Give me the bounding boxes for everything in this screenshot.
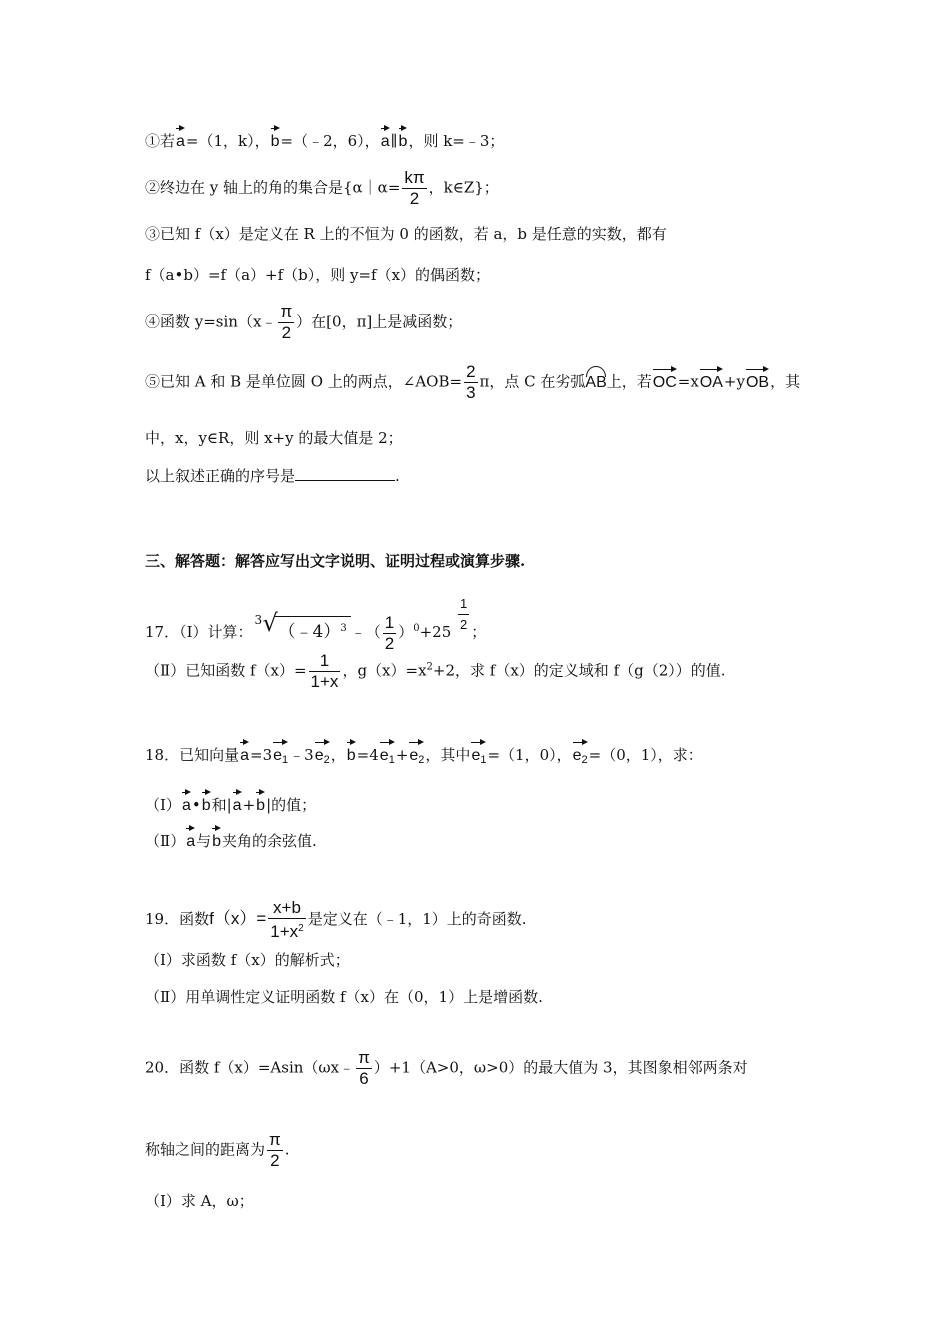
statement-1-text: ，则 k=﹣3；: [408, 132, 505, 150]
fraction-2-over-3: [464, 362, 477, 403]
vector-e2: [573, 740, 588, 770]
vector-b: b: [271, 126, 280, 152]
statement-4-prefix: ④函数 y=sin（x﹣: [145, 312, 277, 331]
plus-operator: +: [242, 796, 256, 814]
q17-part-2-text: ，g（x）=x: [342, 661, 427, 680]
q17-text: +25: [419, 623, 452, 641]
q18-text: |的值；: [266, 796, 317, 814]
statement-2-suffix: ，k∈Z}；: [428, 178, 499, 197]
vector-e2: [315, 740, 330, 770]
denominator: 2: [267, 1150, 283, 1171]
statement-5-text: =x: [677, 372, 699, 391]
answer-prompt-period: .: [395, 467, 400, 485]
numerator: 2: [466, 362, 476, 381]
question-17-part-1: [145, 594, 486, 654]
numerator: π: [358, 1048, 370, 1067]
subscript: 1: [388, 754, 395, 766]
radicand-base: （﹣4）: [278, 622, 341, 642]
statement-3-line-1: ③已知 f（x）是定义在 R 上的不恒为 0 的函数，若 a，b 是任意的实数，都有: [145, 225, 667, 243]
vector-b: b: [347, 740, 356, 766]
q18-text: 和|: [211, 796, 232, 814]
answer-blank[interactable]: [295, 466, 395, 481]
q18-label: 18．已知向量: [145, 746, 240, 764]
vector-e: e: [471, 747, 481, 764]
statement-5-text: 上，若: [606, 372, 652, 391]
question-18-part-2: [145, 826, 317, 852]
statement-5-prefix: ⑤已知 A 和 B 是单位圆 O 上的两点，∠AOB=: [145, 372, 463, 391]
q18-text: ，其中: [425, 746, 471, 764]
vector-oc: OC: [653, 367, 677, 393]
vector-e: e: [273, 747, 283, 764]
vector-a: a: [182, 790, 191, 816]
root-index: 3: [254, 613, 263, 627]
q17-label: 17．（Ⅰ）计算：: [145, 623, 253, 641]
q20-suffix: ）+1（A>0，ω>0）的最大值为 3，其图象相邻两条对: [373, 1058, 748, 1077]
denominator: 2: [278, 322, 294, 343]
exponent-zero: 0: [413, 623, 420, 634]
q20-line-2-text: 称轴之间的距离为: [145, 1140, 266, 1159]
fraction-k-pi-over-2: [402, 168, 426, 209]
statement-5-text: π，点 C 在劣弧: [479, 372, 586, 391]
question-17-part-2: [145, 651, 726, 692]
dot-operator: •: [191, 796, 201, 814]
fraction-1-over-2: [383, 613, 396, 654]
q18-text: =（0，1），求：: [588, 746, 703, 764]
question-18: [145, 740, 703, 770]
vector-e: e: [314, 747, 324, 764]
numerator: x+b: [273, 898, 301, 917]
vector-b: b: [212, 826, 221, 852]
fraction-pi-over-2: [267, 1130, 283, 1171]
statement-1-prefix: ①若: [145, 132, 176, 150]
statement-5-line-2: 中，x，y∈R，则 x+y 的最大值是 2；: [145, 429, 403, 447]
question-19-part-1: （Ⅰ）求函数 f（x）的解析式；: [145, 951, 350, 969]
part-label: （Ⅰ）: [145, 796, 181, 814]
subscript: 1: [282, 754, 289, 766]
statement-1-text: =（1，k），: [185, 132, 270, 150]
vector-e: e: [379, 747, 389, 764]
subscript: 1: [480, 754, 487, 766]
denominator: 2: [458, 614, 469, 635]
question-20: [145, 1048, 748, 1089]
q19-suffix: 是定义在（﹣1，1）上的奇函数.: [307, 910, 527, 928]
denominator: 2: [402, 188, 426, 209]
vector-e1: [380, 740, 395, 770]
numerator: π: [269, 1130, 281, 1149]
close-paren: ）: [398, 623, 414, 641]
q18-text: +: [395, 746, 409, 764]
function-f-of-x: f（x）=: [209, 909, 267, 928]
subscript: 2: [581, 754, 588, 766]
statement-5-text: ，其: [770, 372, 801, 391]
statement-3-line-2: f（a•b）=f（a）+f（b），则 y=f（x）的偶函数；: [145, 266, 491, 284]
denominator: [268, 918, 305, 942]
radical-sign-icon: √: [262, 609, 278, 637]
vector-e2: [409, 740, 424, 770]
parallel-symbol: ∥: [390, 132, 398, 150]
statement-2-prefix: ②终边在 y 轴上的角的集合是{α｜α=: [145, 178, 401, 197]
q17-semicolon: ；: [471, 623, 487, 641]
q17-part-2-suffix: +2，求 f（x）的定义域和 f（g（2））的值.: [432, 661, 726, 680]
q18-text: 与: [196, 832, 212, 850]
q19-label: 19．函数: [145, 910, 210, 928]
question-18-part-1: [145, 790, 316, 816]
exponent: 2: [426, 661, 433, 673]
vector-b: b: [256, 790, 265, 816]
denominator: 6: [356, 1068, 372, 1089]
q18-text: =3: [250, 746, 273, 764]
section-heading: 三、解答题：解答应写出文字说明、证明过程或演算步骤.: [145, 552, 526, 570]
denominator: 2: [384, 633, 395, 653]
statement-5-text: +y: [723, 372, 745, 391]
vector-e: e: [572, 747, 582, 764]
q20-period: .: [284, 1140, 290, 1159]
numerator: π: [280, 302, 293, 321]
q17-part-2-prefix: （Ⅱ）已知函数 f（x）=: [145, 661, 307, 680]
numerator: 1: [384, 612, 395, 632]
vector-a: a: [176, 126, 185, 152]
vector-oa: OA: [700, 367, 723, 393]
statement-2: [145, 168, 499, 209]
subscript: 2: [323, 754, 330, 766]
vector-a: a: [381, 126, 390, 152]
vector-ob: OB: [746, 367, 769, 393]
denominator-text: 1+x: [270, 922, 299, 941]
q18-text: ﹣3: [289, 746, 314, 764]
question-20-part-1: （Ⅰ）求 A，ω；: [145, 1192, 254, 1210]
q18-text: =4: [356, 746, 379, 764]
part-label: （Ⅱ）: [145, 832, 186, 850]
exponent-fraction: [458, 594, 469, 635]
statement-5: [145, 362, 800, 403]
question-19-part-2: （Ⅱ）用单调性定义证明函数 f（x）在（0，1）上是增函数.: [145, 988, 543, 1006]
vector-a: a: [233, 790, 242, 816]
radicand: [275, 616, 351, 642]
numerator: 1: [319, 651, 330, 670]
numerator: kπ: [404, 168, 425, 187]
statement-4: [145, 302, 462, 343]
numerator: 1: [460, 596, 468, 611]
exponent: 2: [298, 923, 304, 934]
answer-prompt: [145, 466, 400, 486]
question-20-line-2: [145, 1130, 290, 1171]
vector-e1: [471, 740, 486, 770]
fraction-pi-over-2: [278, 302, 294, 343]
vector-b: b: [202, 790, 211, 816]
vector-b: b: [399, 126, 408, 152]
statement-4-suffix: ）在[0，π]上是减函数；: [296, 312, 463, 331]
q17-text: ﹣（: [350, 623, 381, 641]
fraction-pi-over-6: [356, 1048, 372, 1089]
vector-e: e: [409, 747, 419, 764]
cube-root: [254, 609, 351, 642]
q18-text: 夹角的余弦值.: [222, 832, 317, 850]
radicand-exponent: 3: [340, 623, 347, 634]
answer-prompt-text: 以上叙述正确的序号是: [145, 467, 296, 485]
denominator: 3: [466, 383, 476, 402]
subscript: 2: [418, 754, 425, 766]
vector-e1: [273, 740, 288, 770]
q20-label: 20．函数 f（x）=Asin（ωx﹣: [145, 1058, 355, 1077]
question-19: [145, 898, 527, 942]
denominator: 1+x: [310, 672, 339, 691]
q18-text: ，: [330, 746, 346, 764]
vector-a: a: [186, 826, 195, 852]
statement-1-text: =（﹣2，6），: [280, 132, 380, 150]
vector-a: a: [240, 740, 249, 766]
statement-1: [145, 126, 504, 152]
fraction-x-plus-b-over-1-plus-x-squared: [268, 898, 305, 942]
fraction-1-over-1-plus-x: [309, 651, 341, 692]
arc-ab: AB: [585, 366, 606, 393]
q18-text: =（1，0），: [487, 746, 572, 764]
